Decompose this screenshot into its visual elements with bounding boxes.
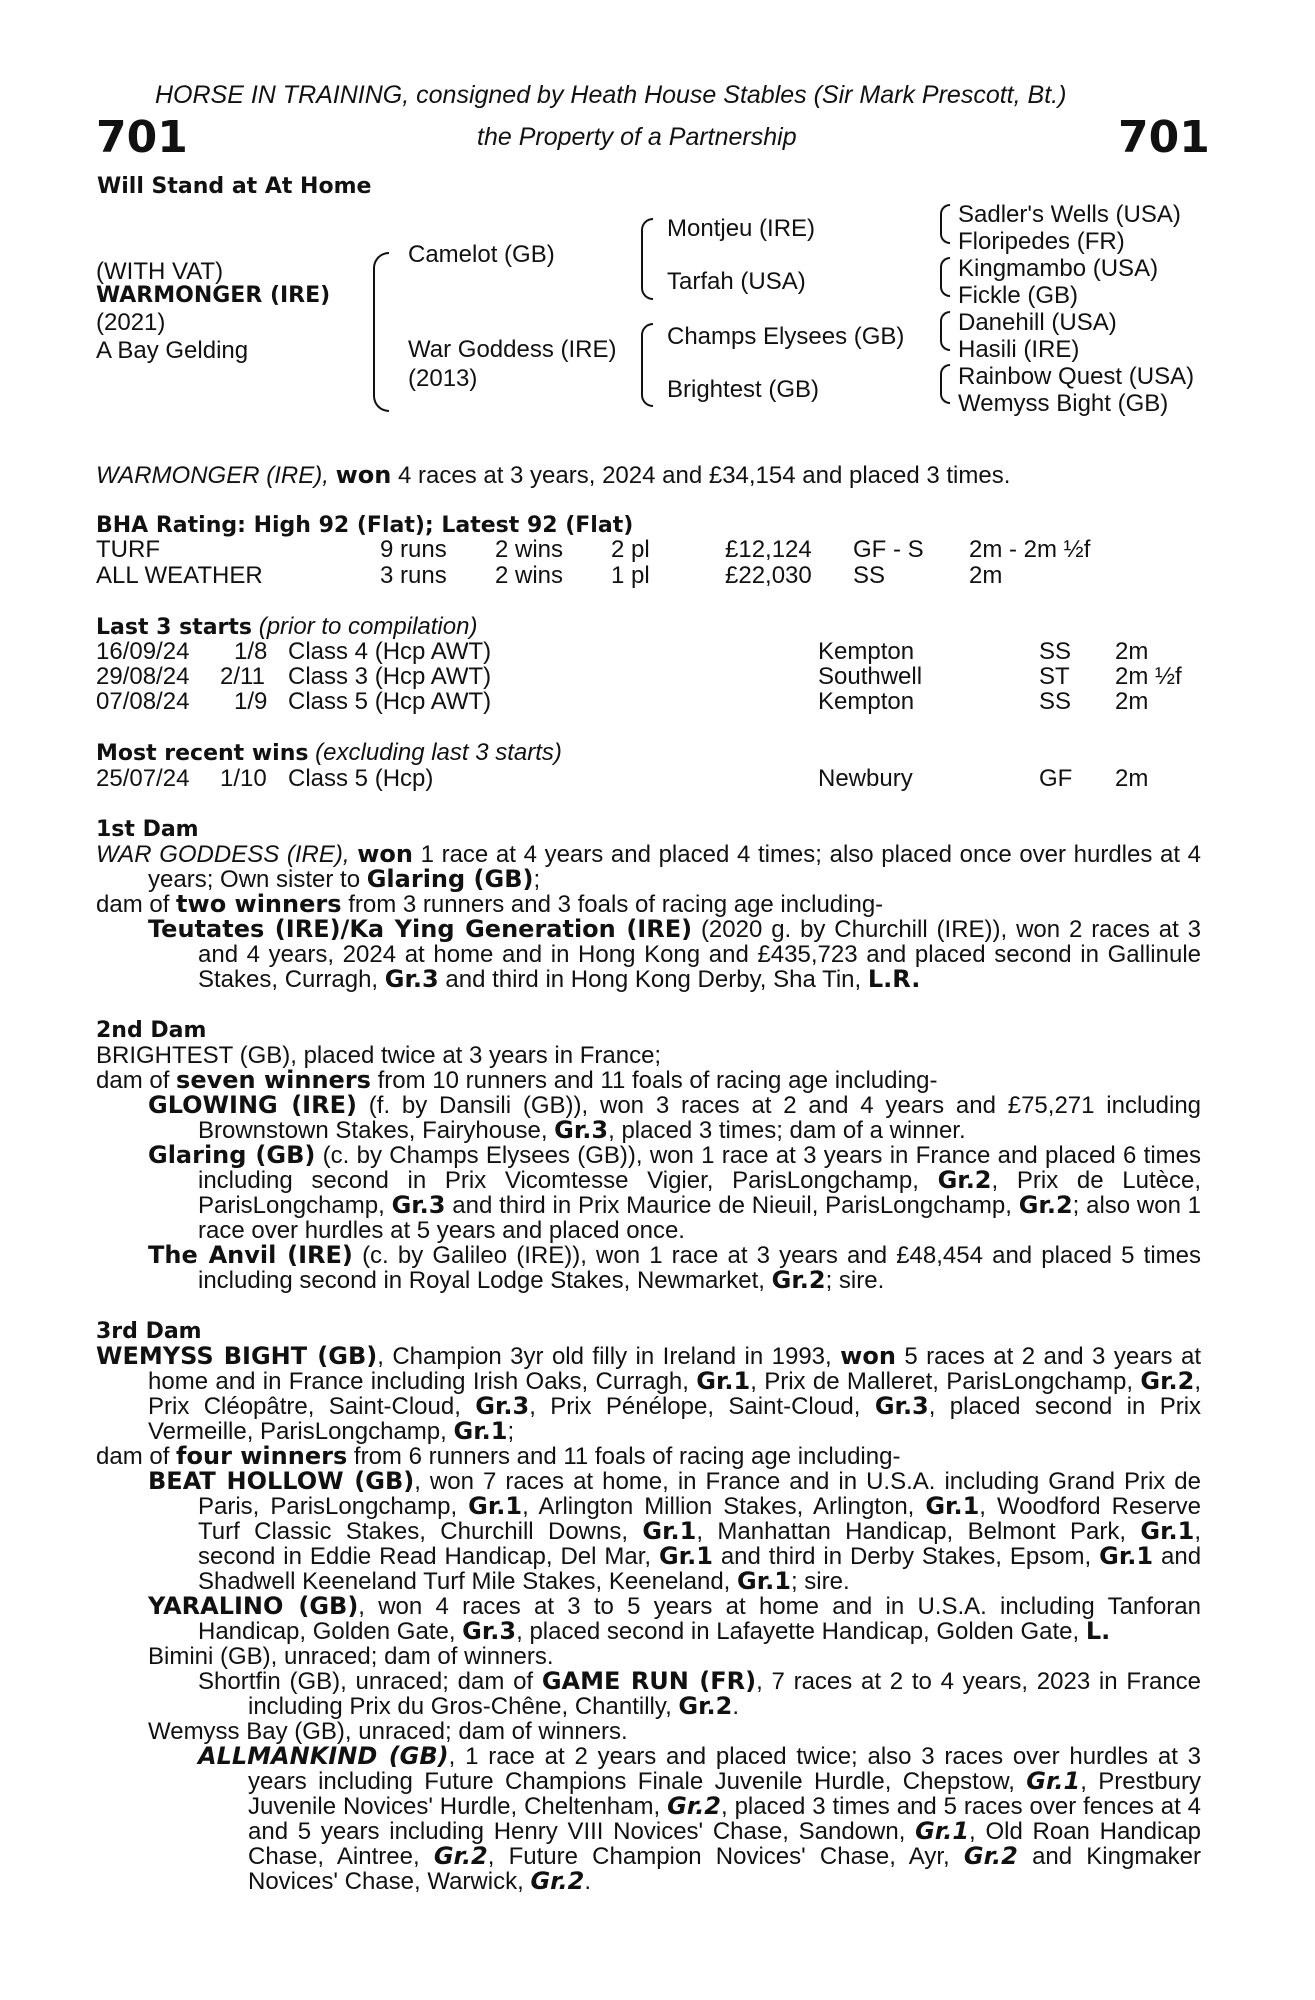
progeny-bimini: Bimini (GB), unraced; dam of winners. (148, 1643, 554, 1670)
sire-dam: Tarfah (USA) (667, 268, 806, 295)
dam-dam: Brightest (GB) (667, 376, 820, 403)
recent-wins-heading: Most recent wins (excluding last 3 starts) (96, 739, 562, 766)
progeny-glowing: GLOWING (IRE) (f. by Dansili (GB)), won 3 races at 2 and 4 years and £75,271 including Brownstown Stakes, Fairyhouse, Gr.3, placed 3 times; dam of a winner. (148, 1091, 1202, 1144)
sire-name: Camelot (GB) (408, 241, 555, 268)
dam-sire: Champs Elysees (GB) (667, 323, 905, 350)
progeny-wemyss-bay: Wemyss Bay (GB), unraced; dam of winners. (148, 1718, 628, 1745)
progeny-the-anvil: The Anvil (IRE) (c. by Galileo (IRE)), won 1 race at 3 years and £48,454 and placed 5 times including second in Royal Lodge Stakes, Newmarket, Gr.2; sire. (148, 1241, 1201, 1294)
dam3-damof: dam of four winners from 6 runners and 11 foals of racing age including- (96, 1442, 901, 1470)
bha-rating: BHA Rating: High 92 (Flat); Latest 92 (Flat) (96, 513, 634, 538)
dam2-para: BRIGHTEST (GB), placed twice at 3 years in France; (96, 1042, 662, 1069)
horse-name: WARMONGER (IRE) (96, 283, 331, 308)
progeny-teutates: Teutates (IRE)/Ka Ying Generation (IRE) (2020 g. by Churchill (IRE)), won 2 races at 3 and 4 years, 2024 at home and in Hong Kong and £435,723 and placed second in Gallinule Stakes, Curragh, Gr.3 and third in Hong Kong Derby, Sha Tin, L.R. (148, 915, 1201, 993)
g4-item: Fickle (GB) (958, 282, 1078, 309)
horse-description: A Bay Gelding (96, 337, 249, 364)
brace-g4-2 (940, 257, 950, 297)
g4-item: Danehill (USA) (958, 309, 1117, 336)
lot-number-left: 701 (96, 112, 188, 163)
dam3-heading: 3rd Dam (96, 1319, 202, 1344)
dam-name: War Goddess (IRE) (408, 336, 617, 363)
sire-sire: Montjeu (IRE) (667, 215, 816, 242)
dam2-damof: dam of seven winners from 10 runners and 11 foals of racing age including- (96, 1066, 938, 1094)
race-summary: WARMONGER (IRE), won 4 races at 3 years, 2024 and £34,154 and placed 3 times. (96, 461, 1011, 489)
lot-number-right: 701 (1118, 112, 1210, 163)
g4-item: Wemyss Bight (GB) (958, 390, 1169, 417)
dam-year: (2013) (408, 365, 478, 392)
last3-heading: Last 3 starts (prior to compilation) (96, 613, 478, 640)
progeny-beat-hollow: BEAT HOLLOW (GB), won 7 races at home, in France and in U.S.A. including Grand Prix de Paris, ParisLongchamp, Gr.1, Arlington Million Stakes, Arlington, Gr.1, Woodford Reserve Turf Classic Stakes, Churchill Downs, Gr.1, Manhattan Handicap, Belmont Park, Gr.1, second in Eddie Read Handicap, Del Mar, Gr.1 and third in Derby Stakes, Epsom, Gr.1 and Shadwell Keeneland Turf Mile Stakes, Keeneland, Gr.1; sire. (148, 1467, 1202, 1595)
progeny-allmankind: ALLMANKIND (GB), 1 race at 2 years and placed twice; also 3 races over hurdles at 3 years including Future Champions Finale Juvenile Hurdle, Chepstow, Gr.1, Prestbury Juvenile Novices' Hurdle, Cheltenham, Gr.2, placed 3 times and 5 races over fences at 4 and 5 years including Henry VIII Novices' Chase, Sandown, Gr.1, Old Roan Handicap Chase, Aintree, Gr.2, Future Champion Novices' Chase, Ayr, Gr.2 and Kingmaker Novices' Chase, Warwick, Gr.2. (198, 1742, 1202, 1895)
stand-line: Will Stand at At Home (97, 174, 372, 199)
pedigree-brace-sire (641, 218, 653, 300)
g4-item: Floripedes (FR) (958, 228, 1125, 255)
horse-year: (2021) (96, 309, 166, 336)
g4-item: Sadler's Wells (USA) (958, 201, 1181, 228)
dam1-para: WAR GODDESS (IRE), won 1 race at 4 years and placed 4 times; also placed once over hurdles at 4 years; Own sister to Glaring (GB); (96, 840, 1202, 893)
dam1-damof: dam of two winners from 3 runners and 3 foals of racing age including- (96, 890, 884, 918)
consignment-line: HORSE IN TRAINING, consigned by Heath House Stables (Sir Mark Prescott, Bt.) (155, 81, 1067, 109)
dam1-heading: 1st Dam (96, 817, 199, 842)
brace-g4-4 (940, 364, 950, 404)
property-line: the Property of a Partnership (477, 123, 797, 151)
g4-item: Kingmambo (USA) (958, 255, 1159, 282)
vat-label: (WITH VAT) (96, 258, 224, 285)
dam2-heading: 2nd Dam (96, 1018, 207, 1043)
g4-item: Rainbow Quest (USA) (958, 363, 1195, 390)
pedigree-brace-main (373, 252, 389, 412)
progeny-yaralino: YARALINO (GB), won 4 races at 3 to 5 years at home and in U.S.A. including Tanforan Handicap, Golden Gate, Gr.3, placed second in Lafayette Handicap, Golden Gate, L. (148, 1592, 1201, 1645)
brace-g4-3 (940, 311, 950, 351)
progeny-glaring: Glaring (GB) (c. by Champs Elysees (GB)), won 1 race at 3 years in France and placed 6 times including second in Prix Vicomtesse Vigier, ParisLongchamp, Gr.2, Prix de Lutèce, ParisLongchamp, Gr.3 and third in Prix Maurice de Nieuil, ParisLongchamp, Gr.2; also won 1 race over hurdles at 5 years and placed once. (148, 1141, 1202, 1244)
brace-g4-1 (940, 204, 950, 244)
dam3-para: WEMYSS BIGHT (GB), Champion 3yr old filly in Ireland in 1993, won 5 races at 2 and 3 years at home and in France including Irish Oaks, Curragh, Gr.1, Prix de Malleret, ParisLongchamp, Gr.2, Prix Cléopâtre, Saint-Cloud, Gr.3, Prix Pénélope, Saint-Cloud, Gr.3, placed second in Prix Vermeille, ParisLongchamp, Gr.1; (96, 1342, 1202, 1445)
progeny-shortfin: Shortfin (GB), unraced; dam of GAME RUN (FR), 7 races at 2 to 4 years, 2023 in France including Prix du Gros-Chêne, Chantilly, Gr.2. (198, 1667, 1202, 1720)
pedigree-brace-dam (641, 323, 653, 407)
g4-item: Hasili (IRE) (958, 336, 1080, 363)
